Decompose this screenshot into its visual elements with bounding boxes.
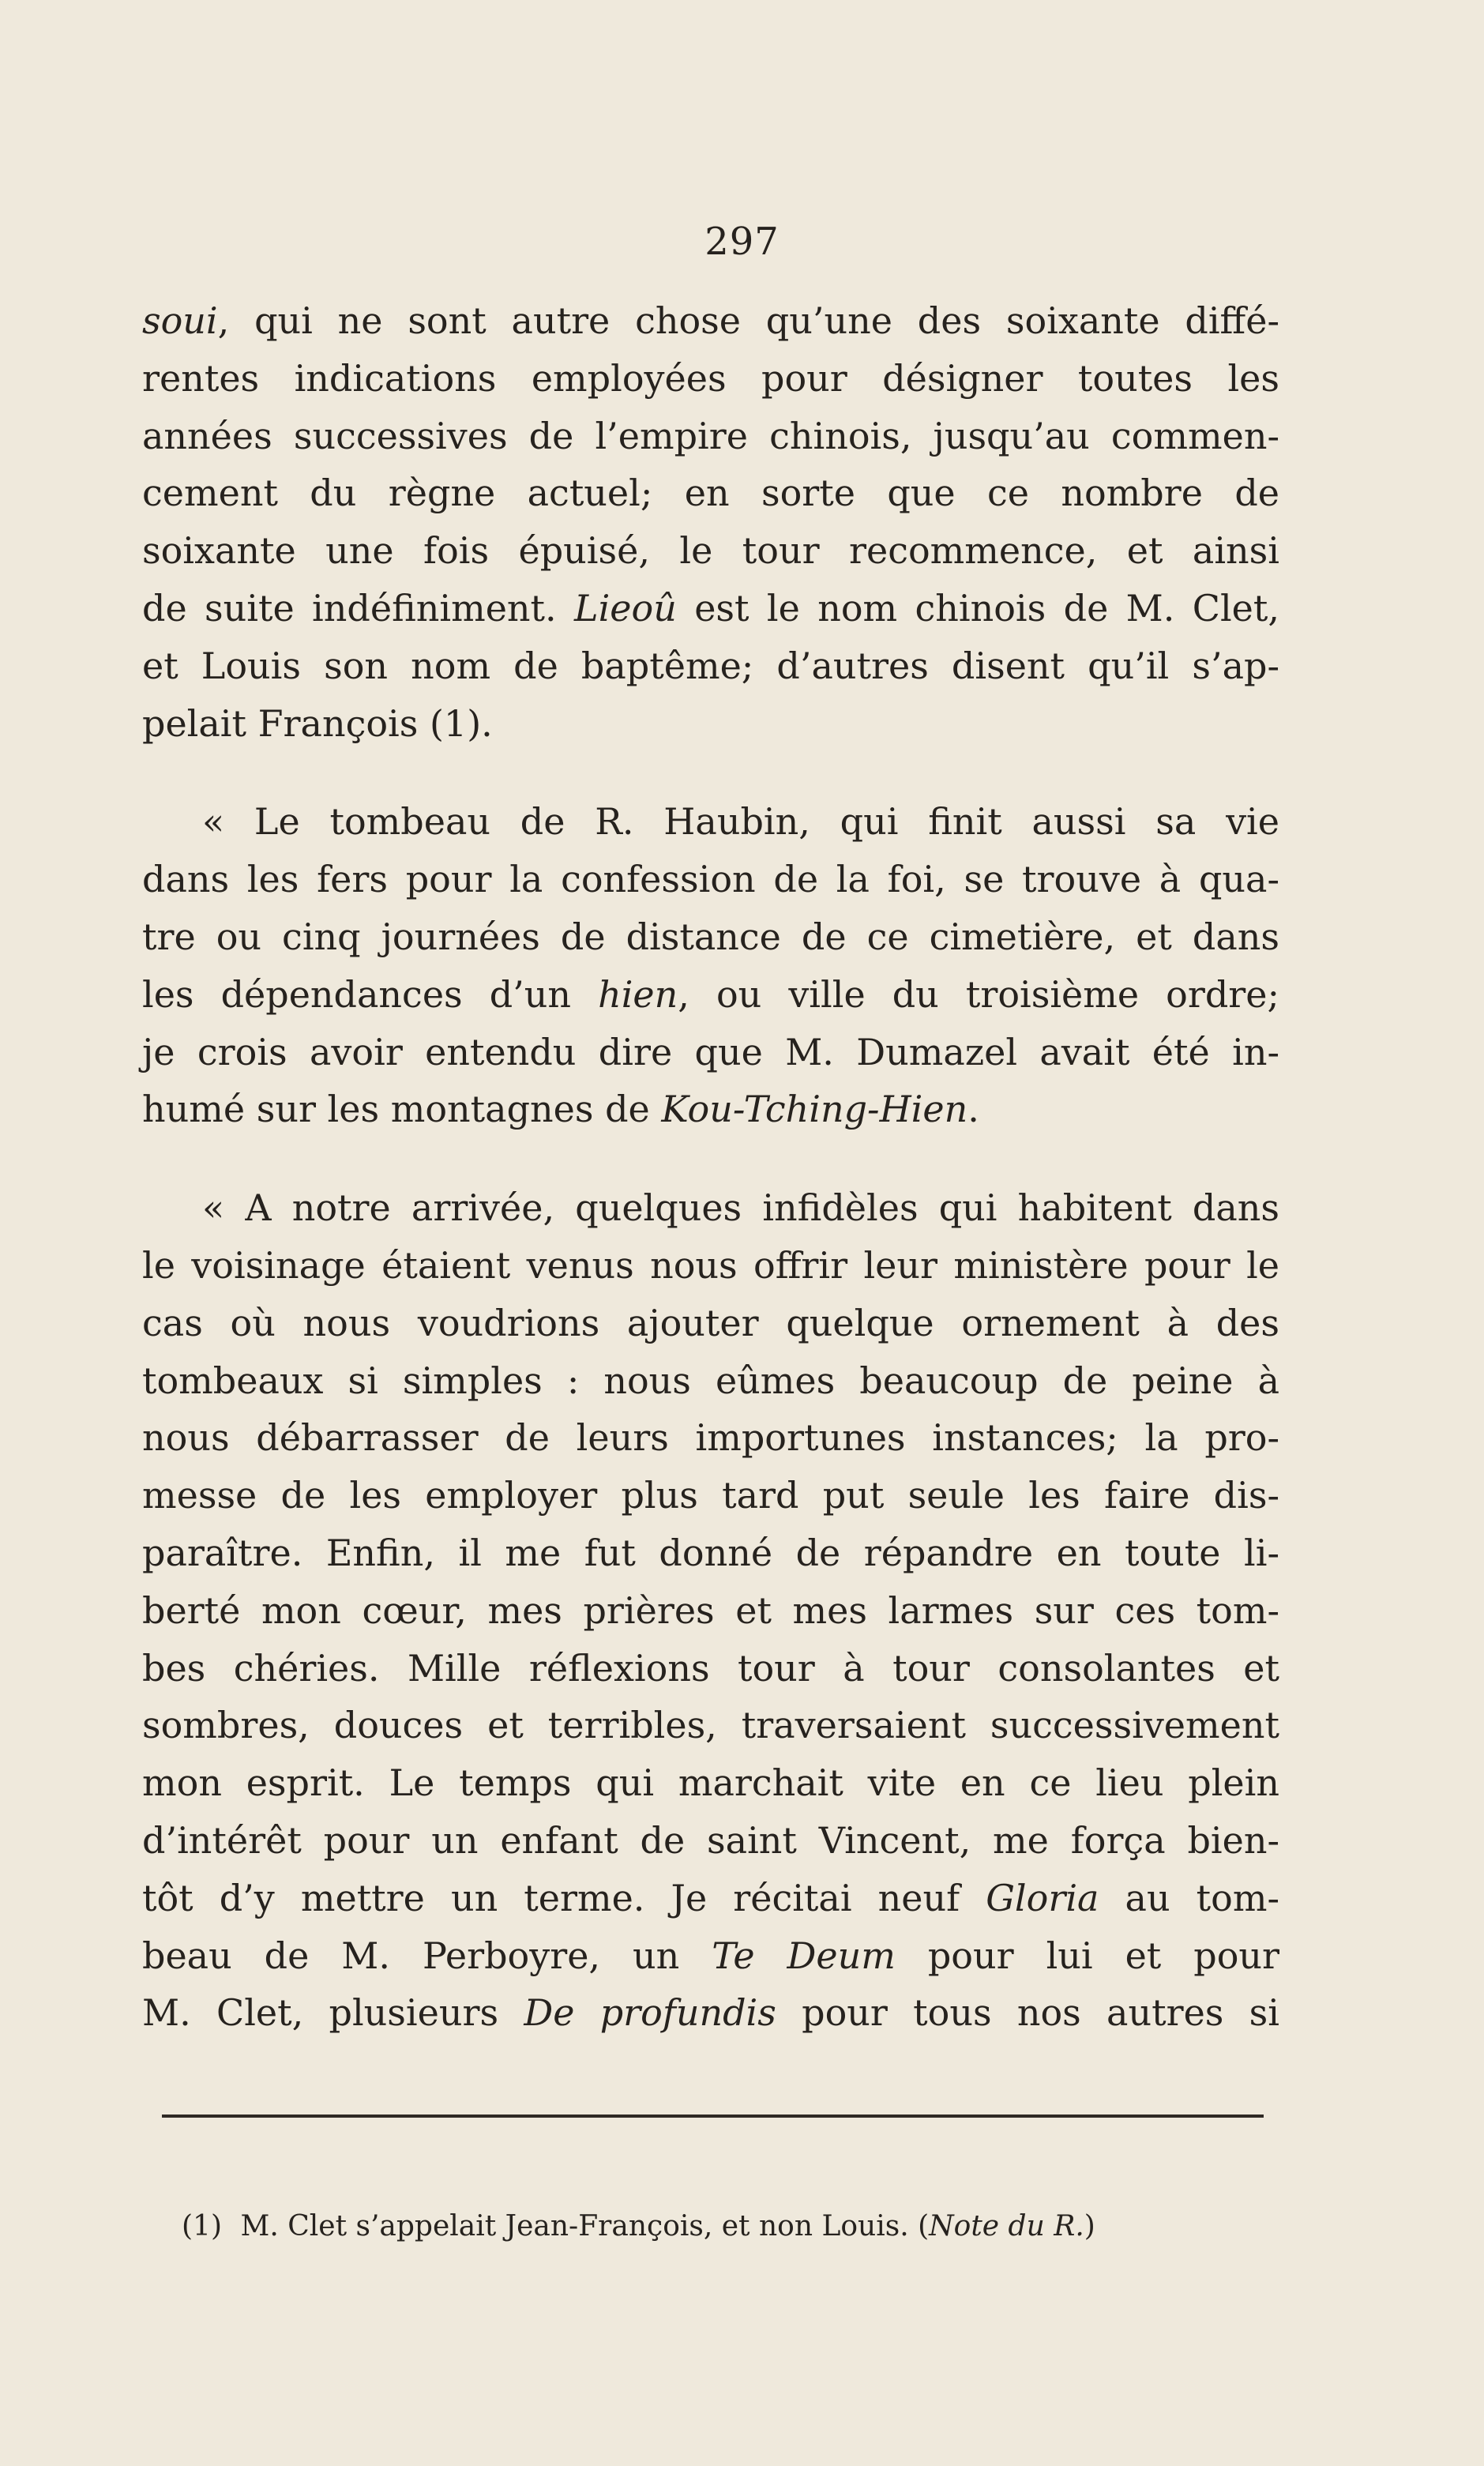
text-span: , ou ville du troisième ordre; xyxy=(678,972,1279,1016)
text-span: le voisinage étaient venus nous offrir leur ministère pour le xyxy=(142,1243,1279,1287)
text-span: pour tous nos autres si xyxy=(776,1991,1279,2035)
footnote-note-open: ( xyxy=(918,2210,930,2242)
italic-span: Kou-Tching-Hien xyxy=(661,1088,968,1131)
text-line xyxy=(142,1024,1279,1081)
paragraph-gap xyxy=(142,752,1279,793)
text-span: pelait François (1). xyxy=(142,701,493,745)
text-line xyxy=(142,1927,1279,1985)
page-number: 297 xyxy=(704,220,780,264)
text-span: beau de M. Perboyre, un xyxy=(142,1934,712,1977)
text-span: cement du règne actuel; en sorte que ce nombre de xyxy=(142,472,1279,515)
italic-span: Lieoû xyxy=(574,586,677,630)
text-line xyxy=(142,350,1279,408)
text-span: tre ou cinq journées de distance de ce cimetière, et dans xyxy=(142,915,1279,958)
text-span: , qui ne sont autre chose qu’une des soixante diffé- xyxy=(217,299,1279,342)
italic-span: soui xyxy=(142,299,218,342)
text-line xyxy=(142,1409,1279,1467)
text-line xyxy=(142,1754,1279,1812)
text-span: tôt d’y mettre un terme. Je récitai neuf xyxy=(142,1876,986,1919)
text-span: M. Clet, plusieurs xyxy=(142,1991,524,2035)
text-span: tombeaux si simples : nous eûmes beaucoup de peine à xyxy=(142,1359,1279,1402)
text-line xyxy=(142,1984,1279,2042)
text-span: messe de les employer plus tard put seule les faire dis- xyxy=(142,1474,1279,1517)
text-line xyxy=(142,966,1279,1024)
text-span: humé sur les montagnes de xyxy=(142,1088,662,1131)
text-line xyxy=(142,908,1279,966)
text-line xyxy=(142,580,1279,637)
text-line xyxy=(142,408,1279,465)
text-span: cas où nous voudrions ajouter quelque ornement à des xyxy=(142,1301,1279,1344)
italic-span: De profundis xyxy=(524,1991,776,2035)
text-span: de suite indéfiniment. xyxy=(142,586,575,630)
footnote-separator-rule xyxy=(162,2115,1264,2118)
paragraph xyxy=(142,1179,1279,2042)
text-line xyxy=(142,1697,1279,1754)
text-line xyxy=(142,851,1279,908)
text-line xyxy=(142,637,1279,695)
footnote-note-close: ) xyxy=(1084,2210,1095,2242)
footnote xyxy=(182,2210,1095,2242)
text-line xyxy=(142,464,1279,522)
text-span: soixante une fois épuisé, le tour recommence, et ainsi xyxy=(142,529,1279,573)
text-span: les dépendances d’un xyxy=(142,972,599,1016)
text-line xyxy=(142,1582,1279,1640)
text-line xyxy=(142,1081,1279,1138)
text-span: pour lui et pour xyxy=(895,1934,1279,1977)
text-line xyxy=(142,1524,1279,1582)
text-span: au tom- xyxy=(1099,1876,1279,1919)
paragraph xyxy=(142,793,1279,1138)
text-line xyxy=(142,1812,1279,1870)
text-span: rentes indications employées pour désigner toutes les xyxy=(142,356,1279,400)
text-line xyxy=(142,1640,1279,1697)
paragraph-gap xyxy=(142,1138,1279,1179)
text-span: paraître. Enfin, il me fut donné de répandre en toute li- xyxy=(142,1531,1279,1574)
text-span: nous débarrasser de leurs importunes instances; la pro- xyxy=(142,1416,1279,1460)
text-line xyxy=(142,1352,1279,1410)
text-line xyxy=(142,793,1279,851)
text-span: mon esprit. Le temps qui marchait vite en ce lieu plein xyxy=(142,1761,1279,1805)
text-span: est le nom chinois de M. Clet, xyxy=(676,586,1279,630)
text-line xyxy=(142,522,1279,580)
italic-span: Te Deum xyxy=(712,1934,896,1977)
text-line xyxy=(142,1870,1279,1927)
text-line xyxy=(142,695,1279,753)
footnote-editor-note: Note du R. xyxy=(929,2210,1084,2242)
text-line xyxy=(142,1179,1279,1237)
body-text xyxy=(142,292,1279,2042)
italic-span: Gloria xyxy=(986,1876,1099,1919)
text-span: « A notre arrivée, quelques infidèles qui habitent dans xyxy=(202,1186,1279,1230)
text-span: berté mon cœur, mes prières et mes larmes sur ces tom- xyxy=(142,1588,1279,1632)
italic-span: hien xyxy=(598,972,678,1016)
text-span: sombres, douces et terribles, traversaient successivement xyxy=(142,1704,1279,1747)
text-line xyxy=(142,292,1279,350)
text-span: dans les fers pour la confession de la foi, se trouve à qua- xyxy=(142,858,1279,901)
text-span: bes chéries. Mille réflexions tour à tour consolantes et xyxy=(142,1646,1279,1690)
text-line xyxy=(142,1467,1279,1524)
footnote-text: M. Clet s’appelait Jean-François, et non Louis. xyxy=(240,2210,909,2242)
text-line xyxy=(142,1295,1279,1352)
footnote-ref: (1) xyxy=(182,2210,222,2242)
text-span: années successives de l’empire chinois, jusqu’au commen- xyxy=(142,414,1279,457)
text-span: . xyxy=(967,1088,979,1131)
text-span: « Le tombeau de R. Haubin, qui finit aussi sa vie xyxy=(202,800,1279,844)
text-span: et Louis son nom de baptême; d’autres disent qu’il s’ap- xyxy=(142,644,1279,687)
text-span: je crois avoir entendu dire que M. Dumazel avait été in- xyxy=(142,1030,1279,1073)
paragraph xyxy=(142,292,1279,752)
text-line xyxy=(142,1237,1279,1295)
text-span: d’intérêt pour un enfant de saint Vincent, me força bien- xyxy=(142,1818,1279,1862)
